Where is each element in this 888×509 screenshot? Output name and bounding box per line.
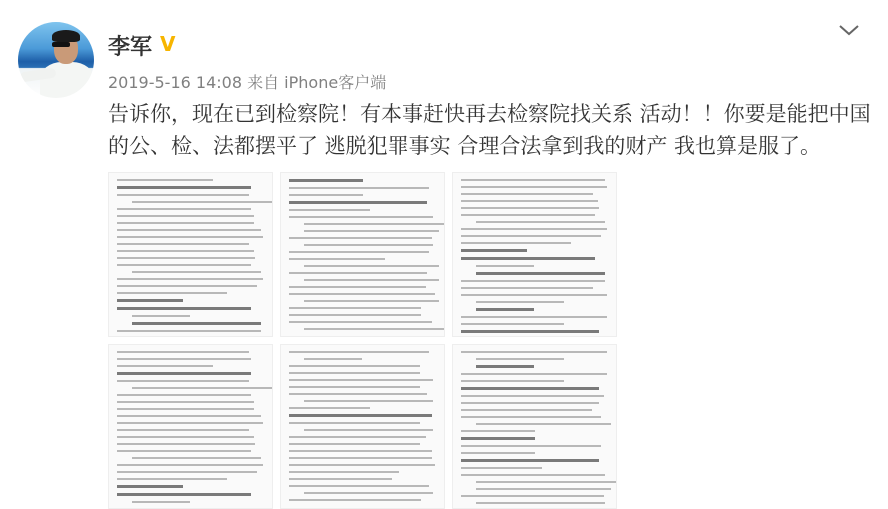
document-text-line — [289, 258, 385, 260]
document-text-line — [132, 201, 273, 203]
document-text-line — [289, 436, 426, 438]
document-text-line — [289, 286, 426, 288]
document-text-line — [461, 228, 607, 230]
document-text-line — [461, 193, 593, 195]
document-text-line — [117, 408, 254, 410]
document-text-line — [289, 450, 432, 452]
document-text-line — [117, 372, 251, 375]
avatar-figure-hair — [52, 30, 80, 42]
document-text-line — [117, 215, 254, 217]
document-text-line — [117, 422, 263, 424]
avatar-figure-glasses — [52, 42, 70, 47]
document-text-line — [132, 387, 273, 389]
document-text-line — [289, 457, 432, 459]
document-text-line — [461, 323, 564, 325]
document-text-line — [476, 423, 611, 425]
document-text-line — [476, 365, 535, 368]
document-text-line — [289, 485, 429, 487]
document-text-line — [461, 467, 542, 469]
document-text-line — [461, 430, 535, 432]
document-text-line — [461, 395, 604, 397]
document-text-line — [461, 179, 605, 181]
post-text: 告诉你，现在已到检察院！有本事赶快再去检察院找关系 活动！！你要是能把中国的公、检、法都摆平了 逃脱犯罪事实 合理合法拿到我的财产 我也算是服了。 — [108, 102, 871, 158]
document-text-line — [289, 314, 421, 316]
document-text-line — [289, 422, 420, 424]
document-text-line — [476, 308, 535, 311]
document-text-line — [289, 201, 427, 204]
verified-badge-icon: V — [160, 32, 176, 56]
document-text-line — [289, 365, 420, 367]
document-text-line — [117, 264, 251, 266]
document-text-line — [117, 299, 183, 302]
document-text-line — [461, 402, 599, 404]
document-text-line — [117, 330, 261, 332]
document-text-line — [117, 250, 254, 252]
document-text-line — [461, 495, 604, 497]
document-text-line — [461, 416, 601, 418]
document-text-line — [461, 445, 601, 447]
document-text-line — [461, 200, 598, 202]
document-text-line — [461, 316, 607, 318]
document-text-line — [289, 407, 370, 409]
post-meta — [108, 70, 386, 93]
document-text-line — [117, 285, 257, 287]
chevron-down-icon[interactable] — [838, 22, 860, 38]
document-text-line — [304, 492, 433, 494]
document-text-line — [304, 300, 439, 302]
document-image-thumbnail[interactable] — [280, 344, 445, 509]
document-text-line — [289, 386, 420, 388]
document-text-line — [304, 358, 363, 360]
document-text-line — [461, 186, 607, 188]
document-text-line — [117, 394, 251, 396]
document-text-line — [304, 230, 439, 232]
document-text-line — [304, 400, 433, 402]
document-text-line — [476, 358, 564, 360]
document-image-thumbnail[interactable] — [280, 172, 445, 337]
document-text-line — [289, 379, 433, 381]
document-text-line — [476, 488, 611, 490]
document-text-line — [461, 474, 605, 476]
document-text-line — [132, 457, 261, 459]
document-text-line — [289, 414, 432, 417]
document-text-line — [461, 280, 605, 282]
post-source: 来自 iPhone客户端 — [247, 73, 387, 92]
document-text-line — [476, 221, 605, 223]
document-text-line — [461, 351, 607, 353]
document-text-line — [304, 244, 433, 246]
document-text-line — [289, 216, 433, 218]
document-text-line — [289, 251, 429, 253]
document-text-line — [117, 464, 263, 466]
document-text-line — [461, 373, 607, 375]
document-text-line — [132, 501, 191, 503]
post-body — [108, 98, 883, 509]
document-text-line — [461, 214, 595, 216]
document-text-line — [289, 471, 399, 473]
document-text-line — [132, 322, 261, 325]
document-text-line — [117, 471, 257, 473]
document-text-line — [117, 194, 249, 196]
document-text-line — [304, 279, 439, 281]
document-text-line — [289, 372, 420, 374]
document-text-line — [117, 478, 227, 480]
avatar-figure — [40, 62, 94, 98]
document-text-line — [117, 186, 251, 189]
document-text-line — [117, 485, 183, 488]
document-text-line — [117, 222, 254, 224]
image-grid — [108, 172, 883, 509]
document-text-line — [117, 292, 227, 294]
document-text-line — [117, 429, 249, 431]
document-text-line — [117, 436, 254, 438]
document-text-line — [289, 393, 427, 395]
document-text-line — [476, 502, 605, 504]
document-text-line — [461, 380, 564, 382]
document-text-line — [461, 387, 599, 390]
document-text-line — [117, 229, 261, 231]
document-text-line — [132, 271, 261, 273]
document-text-line — [461, 235, 601, 237]
document-text-line — [461, 459, 599, 462]
document-text-line — [117, 236, 263, 238]
document-text-line — [117, 450, 251, 452]
document-text-line — [304, 223, 445, 225]
document-text-line — [117, 415, 261, 417]
document-image-thumbnail[interactable] — [108, 344, 273, 509]
document-text-line — [461, 452, 535, 454]
document-text-line — [117, 257, 255, 259]
document-text-line — [289, 187, 429, 189]
document-text-line — [461, 287, 593, 289]
document-text-line — [461, 242, 571, 244]
document-text-line — [289, 179, 363, 182]
document-text-line — [461, 207, 599, 209]
document-text-line — [117, 179, 213, 181]
document-text-line — [461, 249, 527, 252]
document-text-line — [304, 328, 445, 330]
author-name[interactable]: 李军 — [108, 35, 153, 60]
document-text-line — [117, 365, 213, 367]
document-text-line — [117, 401, 254, 403]
document-text-line — [476, 265, 535, 267]
document-image-thumbnail[interactable] — [108, 172, 273, 337]
document-text-line — [476, 272, 605, 275]
document-text-line — [117, 351, 249, 353]
document-text-line — [461, 409, 592, 411]
document-text-line — [476, 481, 617, 483]
document-text-line — [289, 443, 420, 445]
document-text-line — [117, 243, 249, 245]
document-text-line — [289, 194, 363, 196]
document-text-line — [304, 265, 439, 267]
document-text-line — [476, 301, 564, 303]
document-text-line — [289, 351, 429, 353]
avatar[interactable] — [18, 22, 94, 98]
document-text-line — [461, 437, 535, 440]
document-text-line — [117, 208, 251, 210]
document-text-line — [304, 429, 433, 431]
post-timestamp[interactable]: 2019-5-16 14:08 — [108, 73, 242, 92]
document-image-thumbnail[interactable] — [452, 172, 617, 337]
document-text-line — [117, 278, 263, 280]
document-text-line — [117, 380, 249, 382]
document-text-line — [289, 237, 432, 239]
document-text-line — [117, 358, 251, 360]
document-text-line — [289, 478, 392, 480]
document-text-line — [289, 499, 421, 501]
document-text-line — [132, 315, 191, 317]
document-text-line — [289, 293, 435, 295]
document-text-line — [461, 257, 595, 260]
document-text-line — [117, 307, 251, 310]
document-text-line — [289, 321, 432, 323]
document-text-line — [461, 294, 607, 296]
document-text-line — [289, 209, 370, 211]
document-text-line — [117, 493, 251, 496]
document-text-line — [117, 443, 255, 445]
document-text-line — [289, 272, 427, 274]
document-text-line — [461, 330, 599, 333]
document-text-line — [289, 307, 421, 309]
document-text-line — [289, 464, 435, 466]
document-image-thumbnail[interactable] — [452, 344, 617, 509]
